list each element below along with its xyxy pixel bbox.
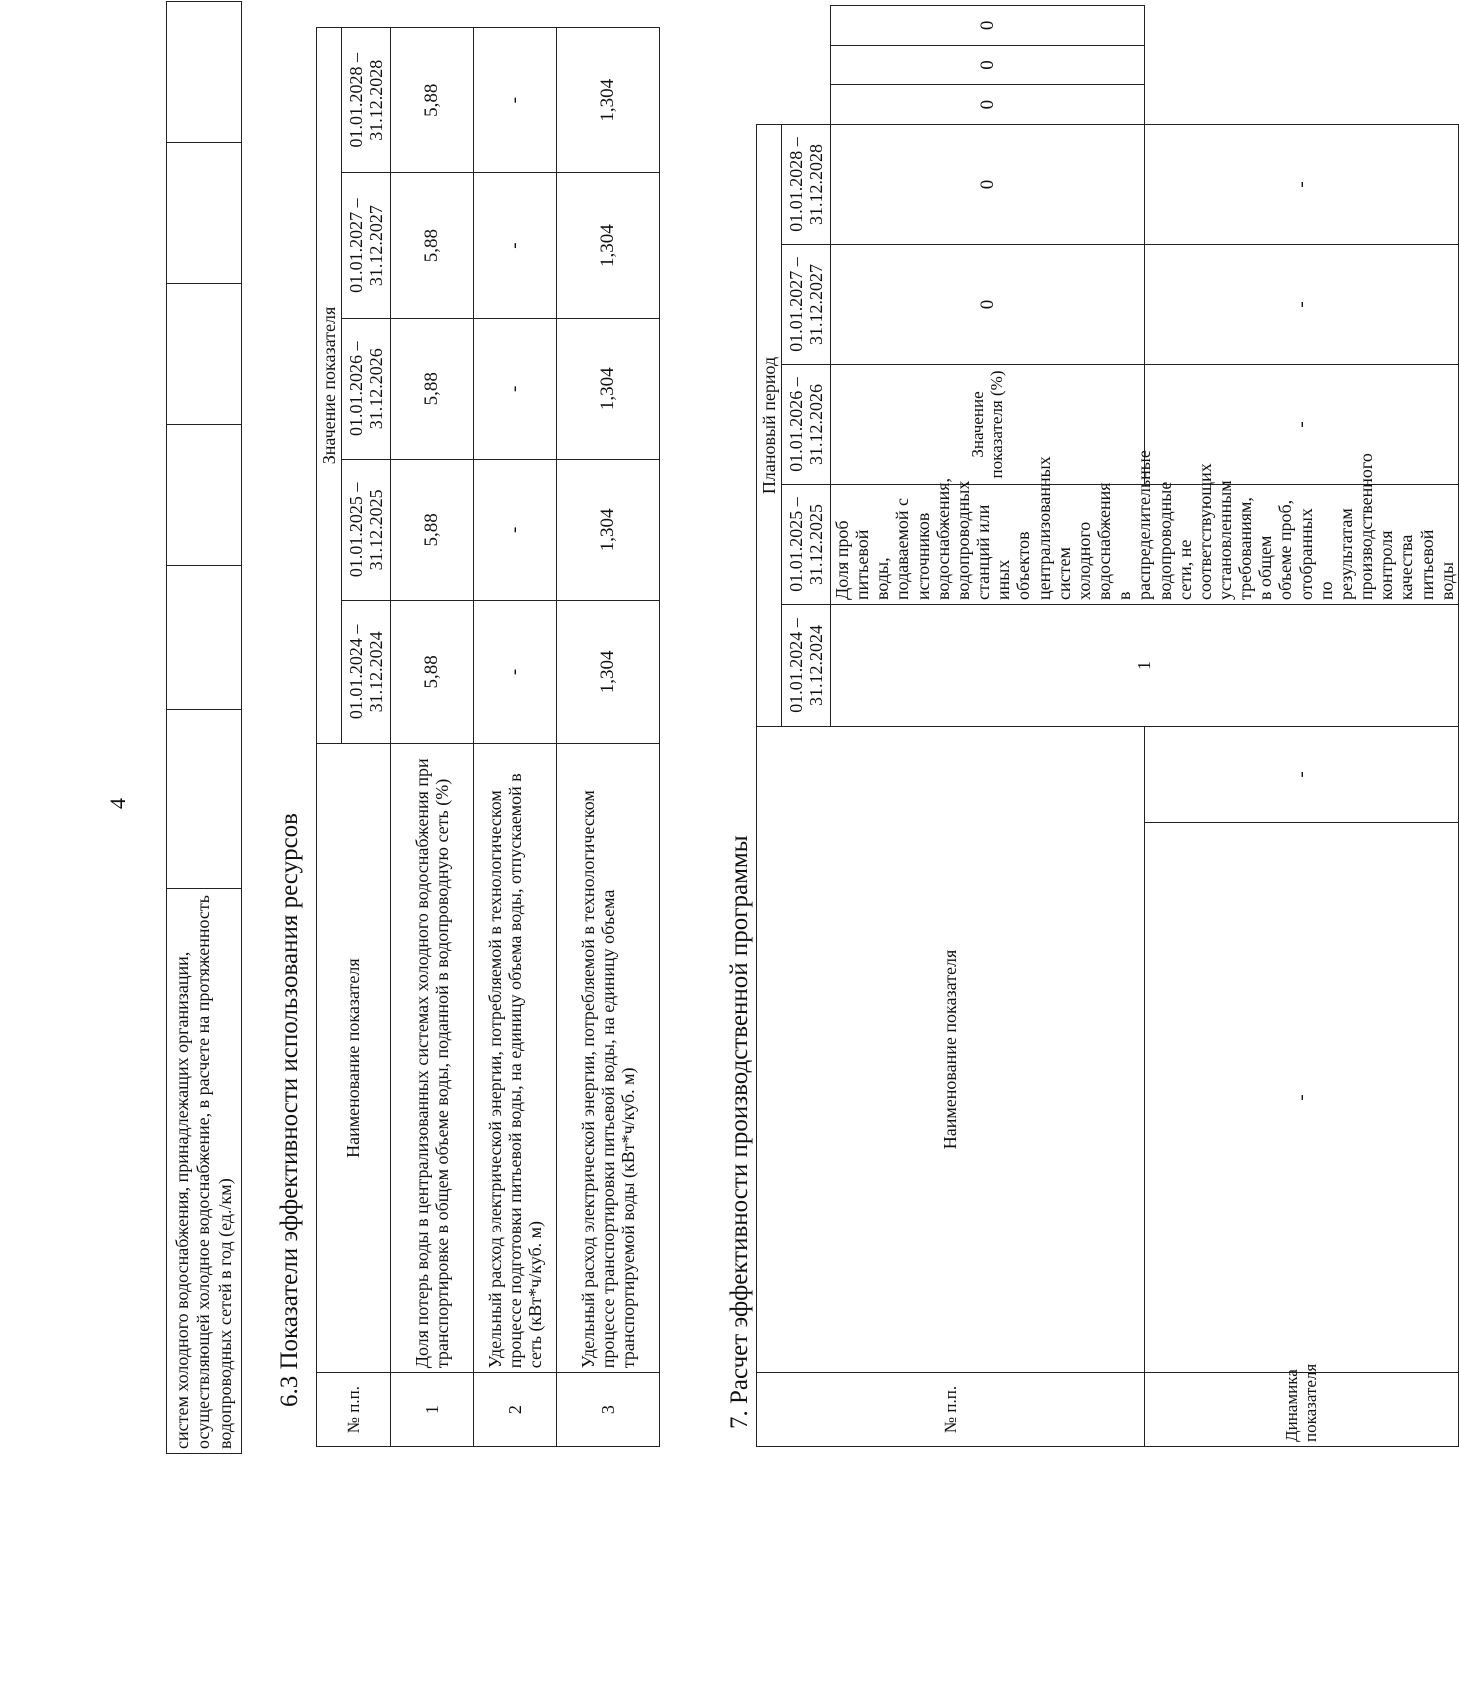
period-cell: 01.01.2024 – 31.12.2024 bbox=[782, 605, 831, 727]
table-row bbox=[167, 2, 242, 1454]
header-values: Значение показателя bbox=[317, 28, 342, 744]
table-header-row bbox=[317, 28, 342, 1447]
period-cell: 01.01.2026 – 31.12.2026 bbox=[342, 318, 391, 459]
continuation-row-name: систем холодного водоснабжения, принадлежащих организации, осуществляющей холодное водоснабжение, в расчете на протяженность водопроводных сетей в год (ед./км) bbox=[167, 889, 242, 1454]
row-value: 0 bbox=[831, 6, 1145, 46]
row-dynamic: - bbox=[1144, 727, 1458, 823]
table-row bbox=[1144, 6, 1458, 1447]
dynamic-label: Динамика показателя bbox=[1144, 1373, 1458, 1447]
row-name: Доля проб питьевой воды, подаваемой с источников водоснабжения, водопроводных станций или иных объектов централизованных систем холодного водоснабжения в распределительные водопроводные сети, не соответствующих установленным требованиям, в общем объеме проб, отобранных по результатам производственного контроля качества питьевой воды bbox=[831, 485, 1459, 605]
row-dynamic: - bbox=[1144, 823, 1458, 1373]
table-header-row bbox=[757, 6, 782, 1447]
row-value: 0 bbox=[831, 45, 1145, 85]
period-cell: 01.01.2027 – 31.12.2027 bbox=[342, 173, 391, 318]
row-value: 5,88 bbox=[391, 173, 474, 318]
table-row bbox=[557, 28, 660, 1447]
period-cell: 01.01.2024 – 31.12.2024 bbox=[342, 600, 391, 743]
row-value: 1,304 bbox=[557, 459, 660, 600]
header-name: Наименование показателя bbox=[757, 727, 1145, 1373]
header-period: Плановый период bbox=[757, 124, 782, 726]
row-dynamic: - bbox=[1144, 365, 1458, 485]
resource-efficiency-table bbox=[316, 27, 660, 1447]
table-cell bbox=[167, 284, 242, 425]
row-dynamic: - bbox=[1144, 124, 1458, 244]
period-cell: 01.01.2026 – 31.12.2026 bbox=[782, 365, 831, 485]
header-name: Наименование показателя bbox=[317, 744, 391, 1373]
row-value: 1,304 bbox=[557, 173, 660, 318]
row-value: 5,88 bbox=[391, 600, 474, 743]
row-value: 0 bbox=[831, 245, 1145, 365]
row-num: 3 bbox=[557, 1373, 660, 1447]
period-cell: 01.01.2028 – 31.12.2028 bbox=[342, 28, 391, 173]
row-value: 0 bbox=[831, 85, 1145, 125]
row-num: 1 bbox=[391, 1373, 474, 1447]
table-cell bbox=[167, 2, 242, 143]
period-cell: 01.01.2025 – 31.12.2025 bbox=[782, 485, 831, 605]
row-value: - bbox=[474, 600, 557, 743]
row-dynamic: - bbox=[1144, 245, 1458, 365]
value-label: Значение показателя (%) bbox=[831, 365, 1145, 485]
table-cell bbox=[167, 425, 242, 566]
period-cell: 01.01.2025 – 31.12.2025 bbox=[342, 459, 391, 600]
row-value: - bbox=[474, 28, 557, 173]
row-value: 5,88 bbox=[391, 318, 474, 459]
header-num: № п.п. bbox=[317, 1373, 391, 1447]
production-program-efficiency-table bbox=[756, 5, 1459, 1447]
row-value: 1,304 bbox=[557, 600, 660, 743]
row-value: - bbox=[474, 173, 557, 318]
row-value: 5,88 bbox=[391, 28, 474, 173]
row-num: 1 bbox=[831, 605, 1459, 727]
row-name: Доля потерь воды в централизованных системах холодного водоснабжения при транспортировке в общем объеме воды, поданной в водопроводную сеть (%) bbox=[391, 744, 474, 1373]
row-name: Удельный расход электрической энергии, потребляемой в технологическом процессе транспортировки питьевой воды, на единицу объема транспортируемой воды (кВт*ч/куб. м) bbox=[557, 744, 660, 1373]
table-cell bbox=[167, 143, 242, 284]
row-name: Удельный расход электрической энергии, потребляемой в технологическом процессе подготовки питьевой воды, на единицу объема воды, отпускаемой в сеть (кВт*ч/куб. м) bbox=[474, 744, 557, 1373]
row-value: 1,304 bbox=[557, 318, 660, 459]
table-row bbox=[474, 28, 557, 1447]
section-6-3-title: 6.3 Показатели эффективности использования ресурсов bbox=[276, 813, 303, 1407]
table-row bbox=[391, 28, 474, 1447]
section-7-title: 7. Расчет эффективности производственной программы bbox=[726, 835, 753, 1429]
row-value: 1,304 bbox=[557, 28, 660, 173]
row-value: 5,88 bbox=[391, 459, 474, 600]
page-number: 4 bbox=[105, 798, 130, 809]
table-cell bbox=[167, 710, 242, 889]
row-value: - bbox=[474, 318, 557, 459]
row-value: 0 bbox=[831, 124, 1145, 244]
continuation-table bbox=[166, 1, 242, 1454]
header-num: № п.п. bbox=[757, 1373, 1145, 1447]
row-value: - bbox=[474, 459, 557, 600]
row-num: 2 bbox=[474, 1373, 557, 1447]
table-cell bbox=[167, 566, 242, 710]
period-cell: 01.01.2028 – 31.12.2028 bbox=[782, 124, 831, 244]
period-cell: 01.01.2027 – 31.12.2027 bbox=[782, 245, 831, 365]
